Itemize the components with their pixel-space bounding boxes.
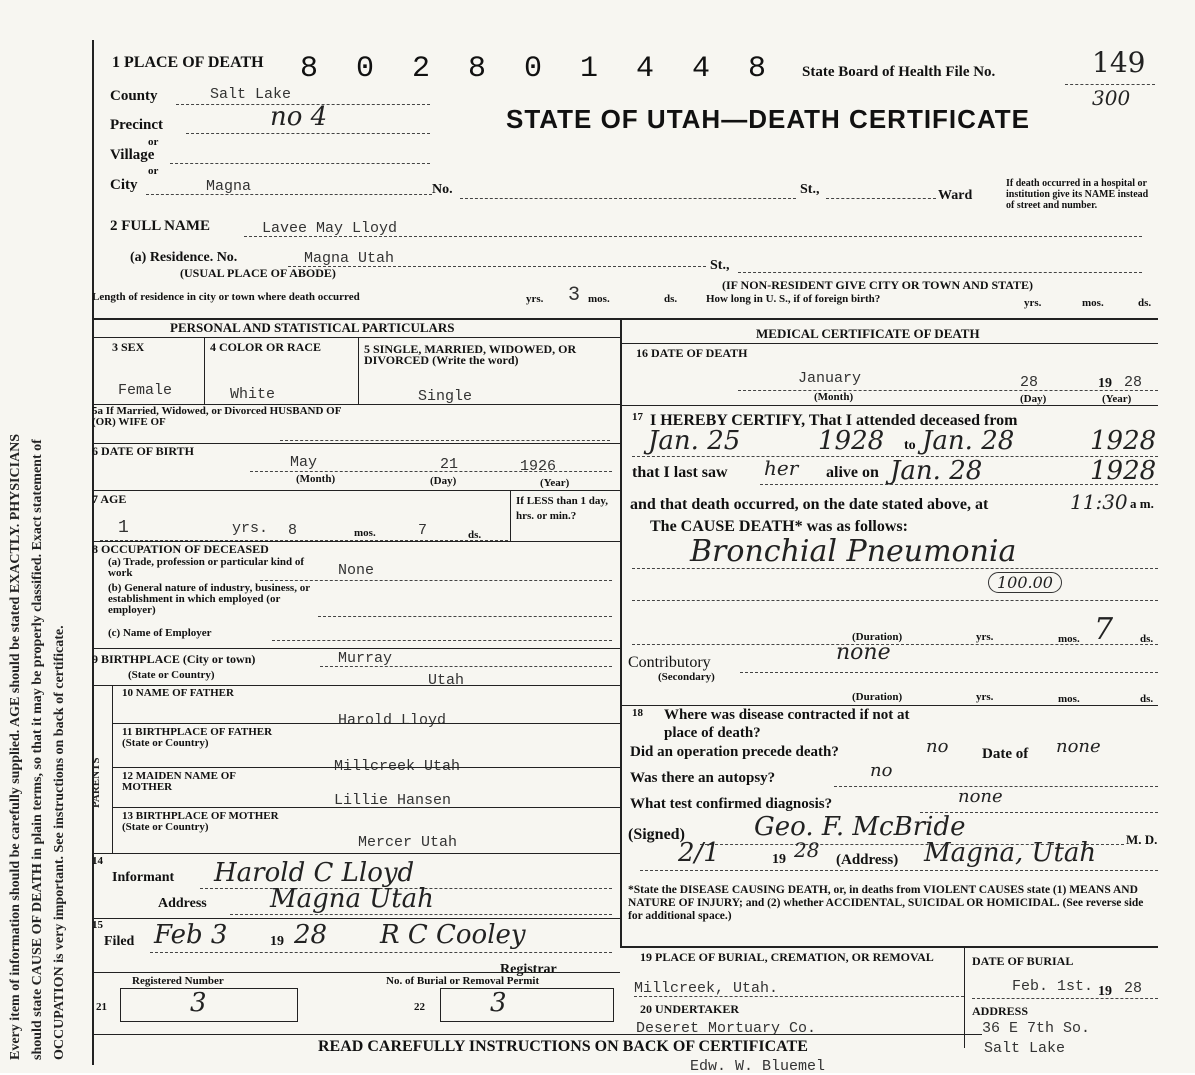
father-value: Harold Lloyd [338, 712, 447, 729]
cause-note: 100.00 [988, 572, 1062, 593]
st-label: St., [800, 182, 820, 197]
page-title: STATE OF UTAH—DEATH CERTIFICATE [506, 104, 1030, 134]
county-label: County [110, 88, 158, 104]
operation-value: no [926, 736, 949, 757]
burial-date-year: 28 [1124, 980, 1143, 997]
parents-label: PARENTS [90, 757, 102, 808]
mother-birthplace-value: Mercer Utah [358, 834, 458, 851]
signed-label: (Signed) [628, 826, 685, 843]
burial-date-label: DATE OF BURIAL [972, 954, 1074, 968]
less-than-label: If LESS than 1 day, hrs. or min.? [516, 495, 609, 522]
test-value: none [958, 786, 1003, 807]
informant-address-label: Address [158, 896, 207, 911]
contributory-label: Contributory [628, 654, 711, 671]
length-mos-value: 3 [568, 284, 581, 307]
residence-value: Magna Utah [304, 250, 395, 267]
ward-label: Ward [938, 188, 973, 203]
full-name-label: 2 FULL NAME [110, 218, 211, 234]
signed-date: 2/1 [678, 838, 720, 868]
age-months: 8 [288, 522, 298, 539]
attended-to-year: 1928 [1090, 426, 1157, 456]
undertaker-address-value: 36 E 7th So. [982, 1020, 1091, 1037]
death-month: January [798, 370, 862, 387]
birthplace-state: Utah [428, 672, 465, 689]
age-days: 7 [418, 522, 428, 539]
registered-number-label: Registered Number [132, 975, 224, 987]
certificate-number: 8 0 2 8 0 1 4 4 8 [300, 52, 777, 86]
sex-label: 3 SEX [112, 340, 145, 354]
file-number: 149 [1092, 46, 1146, 79]
age-label: 7 AGE [92, 492, 127, 506]
attended-to-date: Jan. 28 [922, 426, 1015, 456]
undertaker-label: 20 UNDERTAKER [640, 1002, 740, 1016]
burial-place-value: Millcreek, Utah. [634, 980, 779, 997]
death-time: 11:30 [1070, 490, 1128, 514]
date-of-death-label: 16 DATE OF DEATH [636, 346, 748, 360]
file-number-2: 300 [1092, 86, 1131, 110]
age-years-label: yrs. [232, 520, 269, 537]
precinct-value: no 4 [270, 102, 328, 132]
registrar-signature: R C Cooley [380, 920, 526, 950]
cause-text: The CAUSE DEATH* was as follows: [650, 518, 908, 535]
informant-address-value: Magna Utah [270, 884, 434, 914]
attended-from-date: Jan. 25 [648, 426, 741, 456]
signed-year: 28 [794, 838, 820, 862]
death-certificate: Every item of information should be carefully supplied. AGE should be stated EXACTLY. PHYSICIANS should state CAUSE OF DEATH in plain terms, so that it may be properly classified. Exact statement of OCCUPATION is very important. See instructions on back of certificate. 1 PLACE OF DEATH 8 0 2 8 0 1 4 4 8 State Board of Health File No. 149 300 STATE OF UTAH—DEATH CERTIFICATE County Salt Lake Precinct no 4 or Village or City Magna No. St., Ward If death occurred in a hospital or institution give its NAME instead of street and number. 2 FULL NAME Lavee May Lloyd (a) Residence. No. Magna Utah St., (USUAL PLACE OF ABODE) (IF NON-RESIDENT GIVE CITY OR TOWN AND STATE) Length of residence in city or town where death occurred yrs. 3 mos. ds. How long in U. S., if of foreign birth? yrs. mos. ds. PERSONAL AND STATISTICAL PARTICULARS 3 SEX 4 COLOR OR RACE 5 SINGLE, MARRIED, WIDOWED, OR DIVORCED (Write the word) Female White Single 5a If Married, Widowed, or Divorced HUSBAND OF (OR) WIFE OF 6 DATE OF BIRTH May 21 1926 (Month) (Day) (Year) 7 AGE 1 yrs. 8 mos. 7 ds. If LESS than 1 day, hrs. or min.? 8 OCCUPATION OF DECEASED (a) Trade, profession or particular kind of work None (b) General nature of industry, business, or establishment in which employed (or employer) (c) Name of Employer 9 BIRTHPLACE (City or town) Murray (State or Country) Utah PARENTS 10 NAME OF FATHER Harold Lloyd 11 BIRTHPLACE OF FATHER (State or Country) Millcreek Utah 12 MAIDEN NAME OF MOTHER Lillie Hansen 13 BIRTHPLACE OF MOTHER (State or Country) Mercer Utah 14 Informant Harold C Lloyd Address Magna Utah 15 Filed Feb 3 19 28 R C Cooley Registrar Registered Number 21 3 No. of Burial or Removal Permit 22 3 MEDICAL CERTIFICATE OF DEATH 16 DATE OF DEATH January 28 19 28 (Month) (Day) (Year) 17 I HEREBY CERTIFY, That I attended deceased from Jan. 25 1928 to Jan. 28 1928 that I last saw her alive on Jan. 28 1928 and that death occurred, on the date stated above, at 11:30 a m. The CAUSE DEATH* was as follows: Bronchial Pneumonia 100.00 (Duration) yrs. mos. 7 ds. Contributory (Secondary) none (Duration) yrs. mos. ds. 18 Where was disease contracted if not at place of death? Did an operation precede death? no Date of none Was there an autopsy? no What test confirmed diagnosis? none (Signed) Geo. F. McBride M. D. 2/1 19 28 (Address) Magna, Utah *State the DISEASE CAUSING DEATH, or, in deaths from VIOLENT CAUSES state (1) MEANS AND NATURE OF INJURY; and (2) whether ACCIDENTAL, SUICIDAL OR HOMICIDAL. (See reverse side for additional space.) 19 PLACE OF BURIAL, CREMATION, OR REMOVAL Millcreek, Utah. DATE OF BURIAL Feb. 1st. 19 28 20 UNDERTAKER Deseret Mortuary Co. ADDRESS 36 E 7th So. Salt Lake Edw. W. Bluemel READ CAREFULLY INSTRUCTIONS ON BACK OF CERTIFICATE [0, 0, 1195, 1073]
mother-birthplace-label: 13 BIRTHPLACE OF MOTHER (State or Country) [122, 810, 279, 833]
color-label: 4 COLOR OR RACE [210, 340, 322, 354]
occupation-b-label: (b) General nature of industry, business, or establishment in which employed (or employer) [108, 582, 310, 616]
last-saw-text: that I last saw [632, 464, 728, 481]
contributory-value: none [836, 640, 891, 665]
undertaker-value: Deseret Mortuary Co. [636, 1020, 817, 1037]
cause-value: Bronchial Pneumonia [690, 534, 1017, 569]
occupation-label: 8 OCCUPATION OF DECEASED [92, 542, 269, 556]
occupation-value: None [338, 562, 375, 579]
burial-date-value: Feb. 1st. [1012, 978, 1094, 995]
age-years: 1 [118, 518, 129, 538]
filed-year: 28 [294, 920, 328, 950]
registered-number: 3 [190, 988, 207, 1018]
center-divider [620, 318, 622, 948]
marital-value: Single [418, 388, 473, 405]
father-birthplace-value: Millcreek Utah [334, 758, 461, 775]
attended-from-year: 1928 [818, 426, 885, 456]
autopsy-label: Was there an autopsy? [630, 770, 776, 786]
village-label: Village [110, 147, 155, 163]
side-instruction-line-3: OCCUPATION is very important. See instructions on back of certificate. [52, 625, 67, 1060]
registrar-label: Registrar [500, 962, 557, 977]
mother-value: Lillie Hansen [334, 792, 452, 809]
death-occurred-text: and that death occurred, on the date stated above, at [630, 496, 989, 513]
usual-abode-caption: (USUAL PLACE OF ABODE) [180, 266, 336, 280]
burial-permit-number: 3 [490, 988, 507, 1018]
side-instruction-line-2: should state CAUSE OF DEATH in plain terms, so that it may be properly classified. Exact statement of [30, 439, 45, 1060]
footer-instructions: READ CAREFULLY INSTRUCTIONS ON BACK OF CERTIFICATE [318, 1038, 808, 1055]
occupation-a-label: (a) Trade, profession or particular kind of work [108, 556, 305, 579]
full-name-value: Lavee May Lloyd [262, 220, 398, 237]
undertaker-address-city: Salt Lake [984, 1040, 1066, 1057]
spouse-label: 5a If Married, Widowed, or Divorced HUSBAND OF (OR) WIFE OF [92, 405, 342, 428]
board-label: State Board of Health File No. [802, 64, 996, 80]
death-day: 28 [1020, 374, 1039, 391]
dob-year: 1926 [520, 458, 557, 475]
operation-date-value: none [1056, 736, 1101, 757]
operation-label: Did an operation precede death? [630, 744, 839, 760]
informant-value: Harold C Lloyd [214, 858, 415, 888]
us-label: How long in U. S., if of foreign birth? [706, 293, 881, 305]
dob-month: May [290, 454, 318, 471]
length-residence-label: Length of residence in city or town where death occurred [92, 291, 360, 303]
medical-heading: MEDICAL CERTIFICATE OF DEATH [756, 326, 980, 341]
county-value: Salt Lake [210, 86, 292, 103]
undertaker-address-label: ADDRESS [972, 1004, 1029, 1018]
personal-heading: PERSONAL AND STATISTICAL PARTICULARS [170, 320, 455, 335]
autopsy-value: no [870, 760, 893, 781]
signed-address: Magna, Utah [924, 838, 1097, 868]
duration-months: 7 [1094, 612, 1114, 647]
nonresident-caption: (IF NON-RESIDENT GIVE CITY OR TOWN AND STATE) [722, 278, 1034, 292]
filed-value: Feb 3 [154, 920, 228, 950]
residence-label: (a) Residence. No. [130, 250, 238, 265]
no-label: No. [432, 182, 453, 197]
alive-date: Jan. 28 [890, 456, 983, 486]
mother-label: 12 MAIDEN NAME OF MOTHER [122, 770, 236, 793]
dob-day: 21 [440, 456, 459, 473]
test-label: What test confirmed diagnosis? [630, 796, 833, 812]
city-label: City [110, 177, 138, 193]
contracted-label: Where was disease contracted if not at place of death? [664, 707, 910, 741]
birthplace-label: 9 BIRTHPLACE (City or town) [92, 652, 256, 666]
filed-label: Filed [104, 934, 135, 949]
alive-year: 1928 [1090, 456, 1157, 486]
sex-value: Female [118, 382, 173, 399]
father-birthplace-label: 11 BIRTHPLACE OF FATHER (State or Country) [122, 726, 273, 749]
father-label: 10 NAME OF FATHER [122, 687, 234, 699]
certify-text: I HEREBY CERTIFY, That I attended deceased from [650, 412, 1018, 429]
burial-permit-label: No. of Burial or Removal Permit [386, 975, 540, 987]
side-instruction-line-1: Every item of information should be carefully supplied. AGE should be stated EXACTLY. PHYSICIANS [8, 433, 23, 1060]
precinct-label: Precinct [110, 117, 164, 133]
last-saw-value: her [764, 456, 799, 480]
dob-label: 6 DATE OF BIRTH [92, 444, 194, 458]
ward-note: If death occurred in a hospital or institution give its NAME instead of street and number. [1006, 178, 1149, 211]
signed-value: Geo. F. McBride [754, 812, 966, 842]
marital-label: 5 SINGLE, MARRIED, WIDOWED, OR DIVORCED (Write the word) [364, 342, 577, 367]
color-value: White [230, 386, 276, 403]
undertaker-extra-name: Edw. W. Bluemel [690, 1058, 826, 1075]
informant-label: Informant [112, 870, 175, 885]
cause-footnote: *State the DISEASE CAUSING DEATH, or, in deaths from VIOLENT CAUSES state (1) MEANS AND NATURE OF INJURY; and (2) whether ACCIDENTAL, SUICIDAL OR HOMICIDAL. (See reverse side for additional space.) [628, 884, 1144, 922]
birthplace-city: Murray [338, 650, 393, 667]
death-year: 28 [1124, 374, 1143, 391]
burial-place-label: 19 PLACE OF BURIAL, CREMATION, OR REMOVAL [640, 950, 934, 964]
place-of-death-label: 1 PLACE OF DEATH [112, 54, 264, 71]
city-value: Magna [206, 178, 252, 195]
employer-label: (c) Name of Employer [108, 627, 212, 639]
